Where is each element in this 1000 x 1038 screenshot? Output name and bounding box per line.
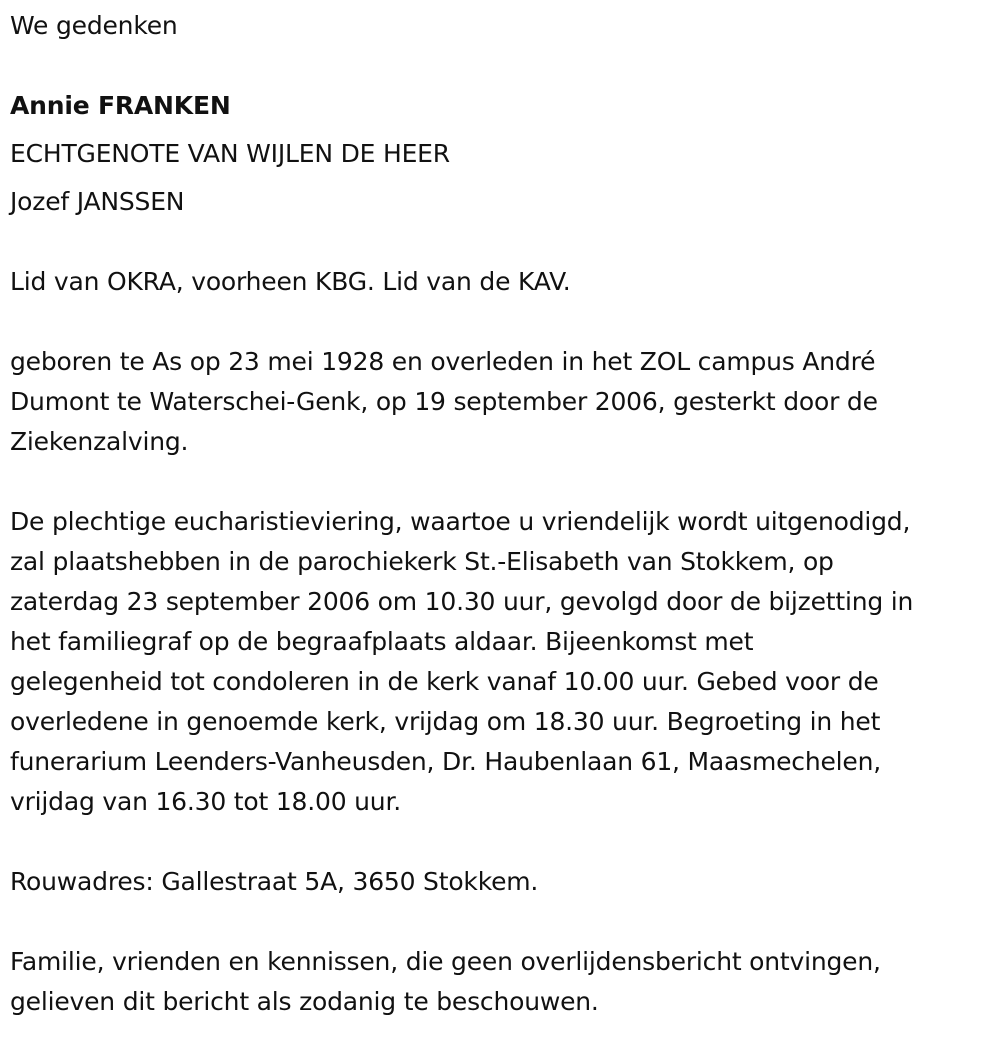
service-line: het familiegraf op de begraafplaats aldaar. Bijeenkomst met xyxy=(10,627,754,656)
service-line: De plechtige eucharistieviering, waartoe u vriendelijk wordt uitgenodigd, xyxy=(10,507,911,536)
closing-line: gelieven dit bericht als zodanig te beschouwen. xyxy=(10,987,599,1016)
intro-text: We gedenken xyxy=(10,11,178,40)
service-line: overledene in genoemde kerk, vrijdag om 18.30 uur. Begroeting in het xyxy=(10,707,881,736)
birth-death-line: geboren te As op 23 mei 1928 en overleden in het ZOL campus André xyxy=(10,347,876,376)
deceased-name: Annie FRANKEN xyxy=(10,91,231,120)
birth-death-line: Ziekenzalving. xyxy=(10,427,189,456)
service-line: gelegenheid tot condoleren in de kerk vanaf 10.00 uur. Gebed voor de xyxy=(10,667,879,696)
service-line: zaterdag 23 september 2006 om 10.30 uur, gevolgd door de bijzetting in xyxy=(10,587,914,616)
mourning-address: Rouwadres: Gallestraat 5A, 3650 Stokkem. xyxy=(10,867,539,896)
relation-text: ECHTGENOTE VAN WIJLEN DE HEER xyxy=(10,139,450,168)
service-line: vrijdag van 16.30 tot 18.00 uur. xyxy=(10,787,401,816)
service-line: funerarium Leenders-Vanheusden, Dr. Haubenlaan 61, Maasmechelen, xyxy=(10,747,881,776)
birth-death-line: Dumont te Waterschei-Genk, op 19 september 2006, gesterkt door de xyxy=(10,387,878,416)
membership-text: Lid van OKRA, voorheen KBG. Lid van de KAV. xyxy=(10,267,571,296)
spouse-name: Jozef JANSSEN xyxy=(10,187,185,216)
service-line: zal plaatshebben in de parochiekerk St.-Elisabeth van Stokkem, op xyxy=(10,547,834,576)
closing-line: Familie, vrienden en kennissen, die geen overlijdensbericht ontvingen, xyxy=(10,947,881,976)
